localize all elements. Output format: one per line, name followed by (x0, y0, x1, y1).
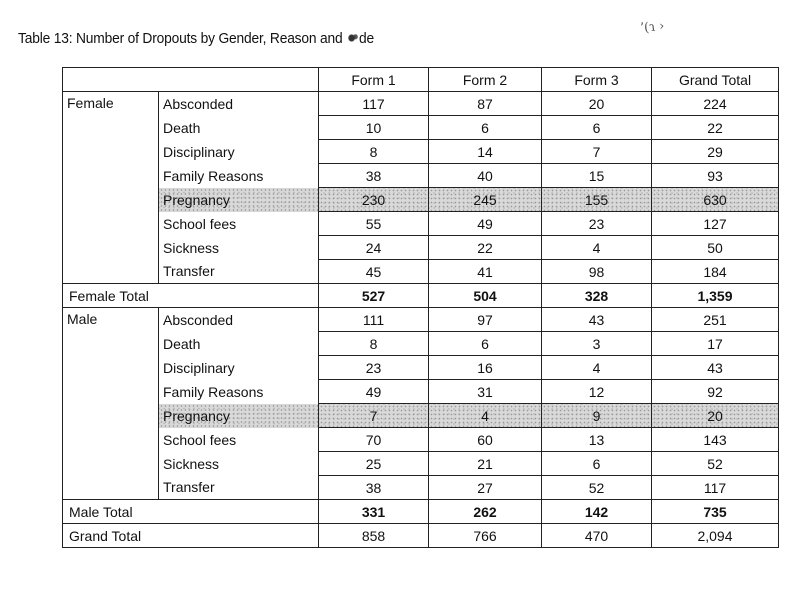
total-cell: 251 (652, 308, 779, 332)
table-row (63, 212, 779, 236)
gender-label: Male (63, 308, 159, 500)
table-row (63, 452, 779, 476)
value-cell: 4 (542, 236, 652, 260)
value-cell: 45 (319, 260, 429, 284)
grand-total-cell: 858 (319, 524, 429, 548)
header-row (63, 68, 779, 92)
value-cell: 52 (542, 476, 652, 500)
grand-total-label: Grand Total (63, 524, 319, 548)
value-cell: 23 (319, 356, 429, 380)
total-cell: 17 (652, 332, 779, 356)
subtotal-cell: 735 (652, 500, 779, 524)
table-row (63, 236, 779, 260)
value-cell: 70 (319, 428, 429, 452)
grand-total-row (63, 524, 779, 548)
table-caption (18, 30, 374, 47)
table-row (63, 428, 779, 452)
column-header: Grand Total (652, 68, 779, 92)
value-cell: 10 (319, 116, 429, 140)
value-cell: 7 (319, 404, 429, 428)
total-cell: 117 (652, 476, 779, 500)
table-row (63, 92, 779, 116)
reason-cell: Absconded (159, 308, 319, 332)
table-row (63, 380, 779, 404)
subtotal-label: Male Total (63, 500, 319, 524)
value-cell: 245 (429, 188, 542, 212)
reason-cell: Pregnancy (159, 404, 319, 428)
table-row-highlighted (63, 404, 779, 428)
value-cell: 111 (319, 308, 429, 332)
female-group (63, 92, 779, 284)
value-cell: 38 (319, 476, 429, 500)
value-cell: 23 (542, 212, 652, 236)
subtotal-cell: 527 (319, 284, 429, 308)
male-group (63, 308, 779, 500)
value-cell: 43 (542, 308, 652, 332)
value-cell: 21 (429, 452, 542, 476)
male-total-row (63, 500, 779, 524)
caption-text: Table 13: Number of Dropouts by Gender, Reason and (18, 30, 343, 47)
value-cell: 15 (542, 164, 652, 188)
subtotal-cell: 142 (542, 500, 652, 524)
subtotal-cell: 331 (319, 500, 429, 524)
total-cell: 224 (652, 92, 779, 116)
table-row (63, 308, 779, 332)
total-cell: 143 (652, 428, 779, 452)
grand-total-cell: 470 (542, 524, 652, 548)
table-row (63, 140, 779, 164)
value-cell: 6 (429, 332, 542, 356)
value-cell: 13 (542, 428, 652, 452)
value-cell: 20 (542, 92, 652, 116)
value-cell: 98 (542, 260, 652, 284)
value-cell: 6 (542, 116, 652, 140)
reason-cell: Sickness (159, 236, 319, 260)
grand-total-cell: 2,094 (652, 524, 779, 548)
total-cell: 127 (652, 212, 779, 236)
value-cell: 12 (542, 380, 652, 404)
corner-cell (63, 68, 319, 92)
subtotal-cell: 328 (542, 284, 652, 308)
total-cell: 29 (652, 140, 779, 164)
table-row (63, 476, 779, 500)
reason-cell: Family Reasons (159, 164, 319, 188)
reason-cell: Family Reasons (159, 380, 319, 404)
value-cell: 31 (429, 380, 542, 404)
value-cell: 97 (429, 308, 542, 332)
reason-cell: Disciplinary (159, 140, 319, 164)
value-cell: 38 (319, 164, 429, 188)
value-cell: 27 (429, 476, 542, 500)
value-cell: 87 (429, 92, 542, 116)
value-cell: 40 (429, 164, 542, 188)
value-cell: 49 (319, 380, 429, 404)
table-row (63, 356, 779, 380)
value-cell: 4 (542, 356, 652, 380)
total-cell: 20 (652, 404, 779, 428)
value-cell: 7 (542, 140, 652, 164)
value-cell: 14 (429, 140, 542, 164)
value-cell: 55 (319, 212, 429, 236)
total-cell: 22 (652, 116, 779, 140)
reason-cell: Absconded (159, 92, 319, 116)
value-cell: 9 (542, 404, 652, 428)
table-row (63, 332, 779, 356)
column-header: Form 2 (429, 68, 542, 92)
column-header: Form 1 (319, 68, 429, 92)
subtotal-cell: 1,359 (652, 284, 779, 308)
value-cell: 6 (429, 116, 542, 140)
table-row-highlighted (63, 188, 779, 212)
subtotal-cell: 262 (429, 500, 542, 524)
reason-cell: Disciplinary (159, 356, 319, 380)
table-row (63, 116, 779, 140)
value-cell: 24 (319, 236, 429, 260)
gender-label: Female (63, 92, 159, 284)
subtotal-cell: 504 (429, 284, 542, 308)
value-cell: 16 (429, 356, 542, 380)
grand-total-cell: 766 (429, 524, 542, 548)
dropouts-table (62, 67, 779, 548)
total-cell: 184 (652, 260, 779, 284)
total-cell: 43 (652, 356, 779, 380)
value-cell: 155 (542, 188, 652, 212)
total-cell: 630 (652, 188, 779, 212)
caption-tail: de (359, 30, 375, 47)
reason-cell: Death (159, 332, 319, 356)
reason-cell: School fees (159, 212, 319, 236)
value-cell: 25 (319, 452, 429, 476)
reason-cell: Transfer (159, 476, 319, 500)
table-row (63, 260, 779, 284)
value-cell: 117 (319, 92, 429, 116)
female-total-row (63, 284, 779, 308)
caption-smudge (346, 32, 359, 44)
column-header: Form 3 (542, 68, 652, 92)
total-cell: 52 (652, 452, 779, 476)
value-cell: 230 (319, 188, 429, 212)
reason-cell: School fees (159, 428, 319, 452)
total-cell: 50 (652, 236, 779, 260)
total-cell: 92 (652, 380, 779, 404)
table-row (63, 164, 779, 188)
value-cell: 4 (429, 404, 542, 428)
value-cell: 41 (429, 260, 542, 284)
reason-cell: Sickness (159, 452, 319, 476)
value-cell: 8 (319, 140, 429, 164)
value-cell: 6 (542, 452, 652, 476)
reason-cell: Pregnancy (159, 188, 319, 212)
handwritten-mark: ʼ(ɿ › (639, 18, 666, 37)
value-cell: 8 (319, 332, 429, 356)
value-cell: 49 (429, 212, 542, 236)
value-cell: 60 (429, 428, 542, 452)
reason-cell: Death (159, 116, 319, 140)
value-cell: 22 (429, 236, 542, 260)
subtotal-label: Female Total (63, 284, 319, 308)
total-cell: 93 (652, 164, 779, 188)
value-cell: 3 (542, 332, 652, 356)
reason-cell: Transfer (159, 260, 319, 284)
